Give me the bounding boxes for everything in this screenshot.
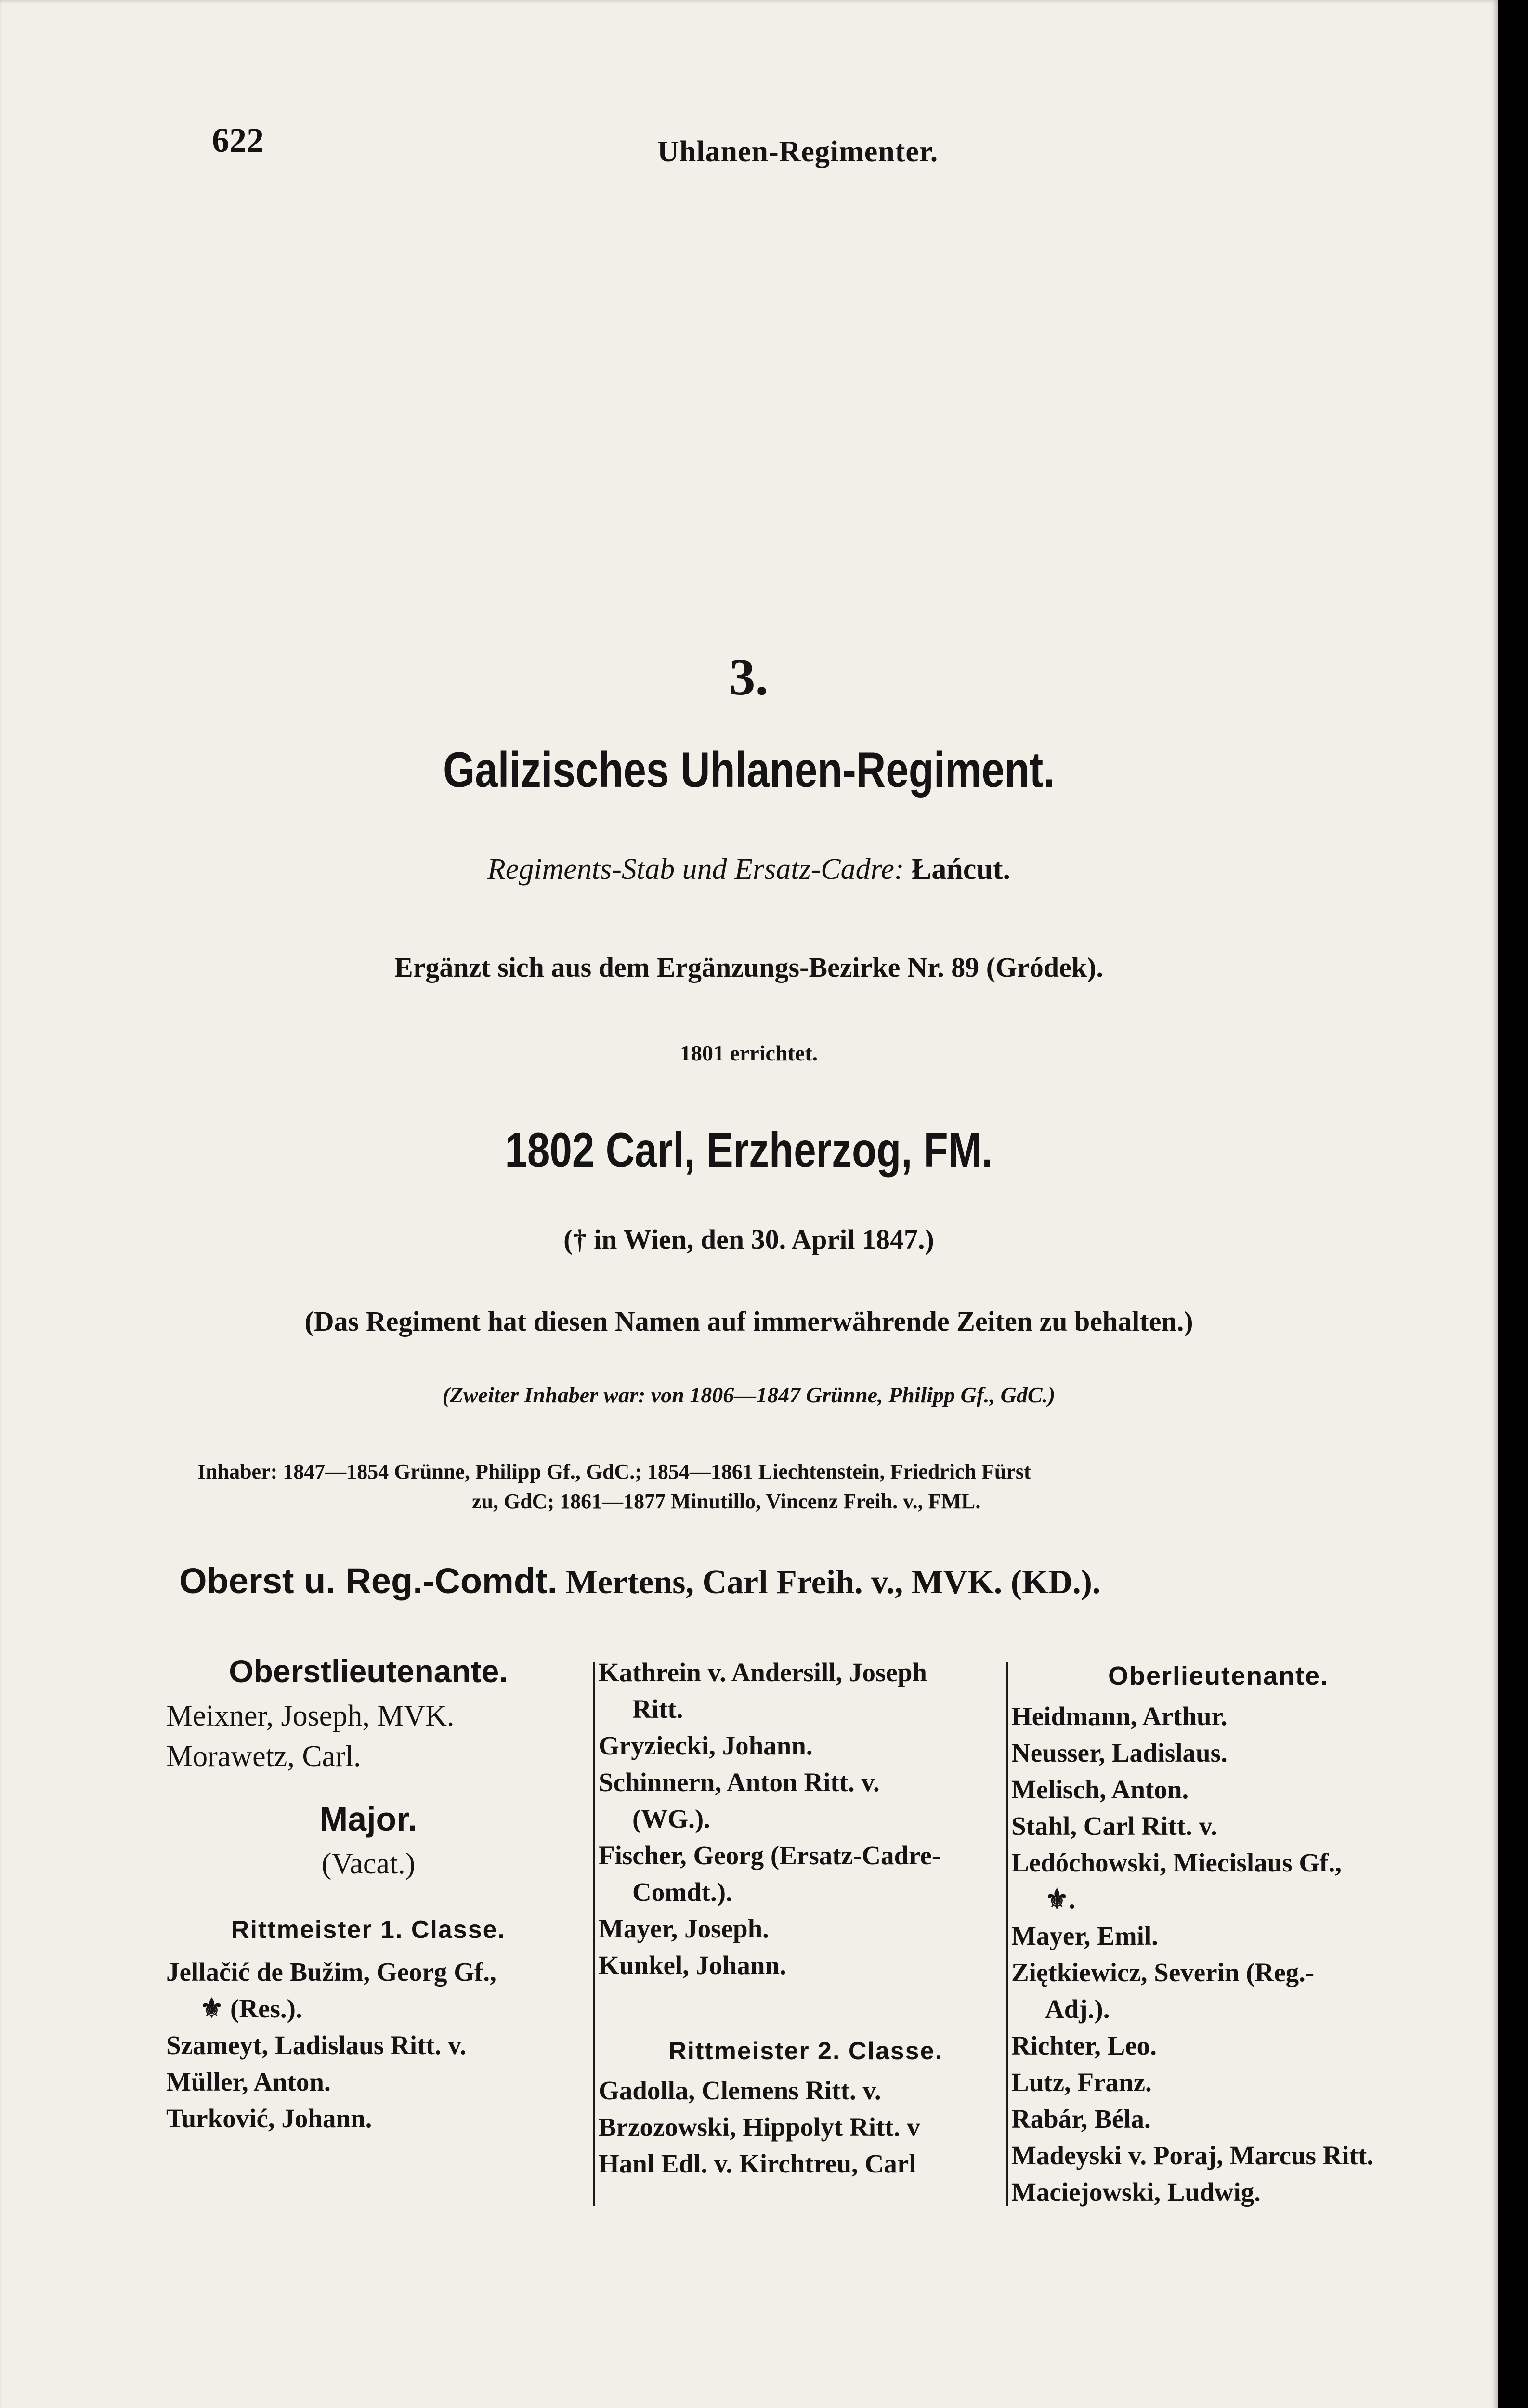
list-item: Lutz, Franz. [1011, 2068, 1152, 2097]
list-item: Melisch, Anton. [1011, 1775, 1189, 1804]
district-line: Ergänzt sich aus dem Ergänzungs-Bezirke Nr. 89 (Gródek). [394, 952, 1103, 983]
list-item: Neusser, Ladislaus. [1011, 1738, 1228, 1767]
list-item: Richter, Leo. [1011, 2031, 1157, 2060]
heading-major: Major. [319, 1800, 418, 1838]
colonel-rank: Oberst u. Reg.-Comdt. [179, 1561, 558, 1601]
list-item: Müller, Anton. [166, 2067, 331, 2096]
list-item: Brzozowski, Hippolyt Ritt. v [599, 2112, 920, 2142]
roster-column-1 [166, 1649, 571, 2137]
list-item: Kathrein v. Andersill, Joseph [599, 1658, 927, 1687]
list-item: Meixner, Joseph, MVK. [166, 1700, 455, 1732]
list-item: Gadolla, Clemens Ritt. v. [599, 2076, 881, 2105]
list-item: Ziętkiewicz, Severin (Reg.- [1011, 1958, 1315, 1987]
list-item: Mayer, Joseph. [599, 1914, 769, 1943]
column-divider-left [593, 1662, 595, 2206]
list-item: Hanl Edl. v. Kirchtreu, Carl [599, 2149, 916, 2178]
list-item: Comdt.). [632, 1877, 732, 1907]
list-item: Szameyt, Ladislaus Ritt. v. [166, 2030, 467, 2060]
owner-line: 1802 Carl, Erzherzog, FM. [505, 1123, 993, 1178]
column-divider-right [1006, 1662, 1008, 2206]
owners-history-line-2: zu, GdC; 1861—1877 Minutillo, Vincenz Freih. v., FML. [472, 1490, 981, 1513]
list-item: Heidmann, Arthur. [1011, 1701, 1228, 1731]
regiment-title: Galizisches Uhlanen-Regiment. [443, 742, 1055, 798]
list-item: Adj.). [1045, 1994, 1110, 2024]
list-item: Schinnern, Anton Ritt. v. [599, 1767, 880, 1797]
running-head: Uhlanen-Regimenter. [657, 135, 939, 168]
heading-rittmeister-1: Rittmeister 1. Classe. [231, 1916, 506, 1944]
owners-history-line-1: Inhaber: 1847—1854 Grünne, Philipp Gf., GdC.; 1854—1861 Liechtenstein, Friedrich Fürst [197, 1460, 1031, 1483]
roster-column-2 [599, 1654, 1013, 2182]
section-number: 3. [729, 649, 769, 706]
list-item: Jellačić de Bužim, Georg Gf., [166, 1957, 496, 1987]
list-item: Fischer, Georg (Ersatz-Cadre- [599, 1841, 941, 1870]
staff-label: Regiments-Stab und Ersatz-Cadre: [487, 853, 904, 886]
list-item: Rabár, Béla. [1011, 2104, 1151, 2133]
list-item: Stahl, Carl Ritt. v. [1011, 1811, 1217, 1841]
founded-line: 1801 errichtet. [679, 1041, 818, 1065]
list-item: Mayer, Emil. [1011, 1921, 1158, 1950]
list-item: Maciejowski, Ludwig. [1011, 2177, 1261, 2207]
second-owner-note: (Zweiter Inhaber war: von 1806—1847 Grünne, Philipp Gf., GdC.) [442, 1383, 1056, 1407]
list-item: ⚜. [1045, 1885, 1076, 1914]
list-item: Gryziecki, Johann. [599, 1731, 813, 1760]
list-item: Kunkel, Johann. [599, 1950, 786, 1980]
list-item: ⚜ (Res.). [200, 1994, 302, 2023]
colonel-name: Mertens, Carl Freih. v., MVK. (KD.). [565, 1564, 1101, 1601]
staff-line [0, 852, 1498, 887]
staff-place: Łańcut. [912, 853, 1011, 886]
name-note: (Das Regiment hat diesen Namen auf immerwährende Zeiten zu behalten.) [304, 1306, 1193, 1337]
death-line: († in Wien, den 30. April 1847.) [563, 1224, 934, 1255]
owners-history [197, 1457, 1425, 1517]
roster-column-3 [1011, 1657, 1425, 2211]
list-item: (WG.). [632, 1804, 710, 1833]
list-item: Morawetz, Carl. [166, 1740, 361, 1773]
page-number: 622 [212, 121, 264, 159]
major-vacat: (Vacat.) [321, 1847, 416, 1880]
list-item: Turković, Johann. [166, 2104, 372, 2133]
heading-oberlieutenante: Oberlieutenante. [1108, 1662, 1329, 1690]
colonel-line [179, 1560, 1100, 1602]
list-item: Ledóchowski, Miecislaus Gf., [1011, 1848, 1342, 1877]
heading-rittmeister-2: Rittmeister 2. Classe. [668, 2037, 943, 2065]
list-item: Madeyski v. Poraj, Marcus Ritt. [1011, 2141, 1374, 2170]
heading-oberstlieutenante: Oberstlieutenante. [229, 1653, 508, 1689]
list-item: Ritt. [632, 1694, 683, 1724]
